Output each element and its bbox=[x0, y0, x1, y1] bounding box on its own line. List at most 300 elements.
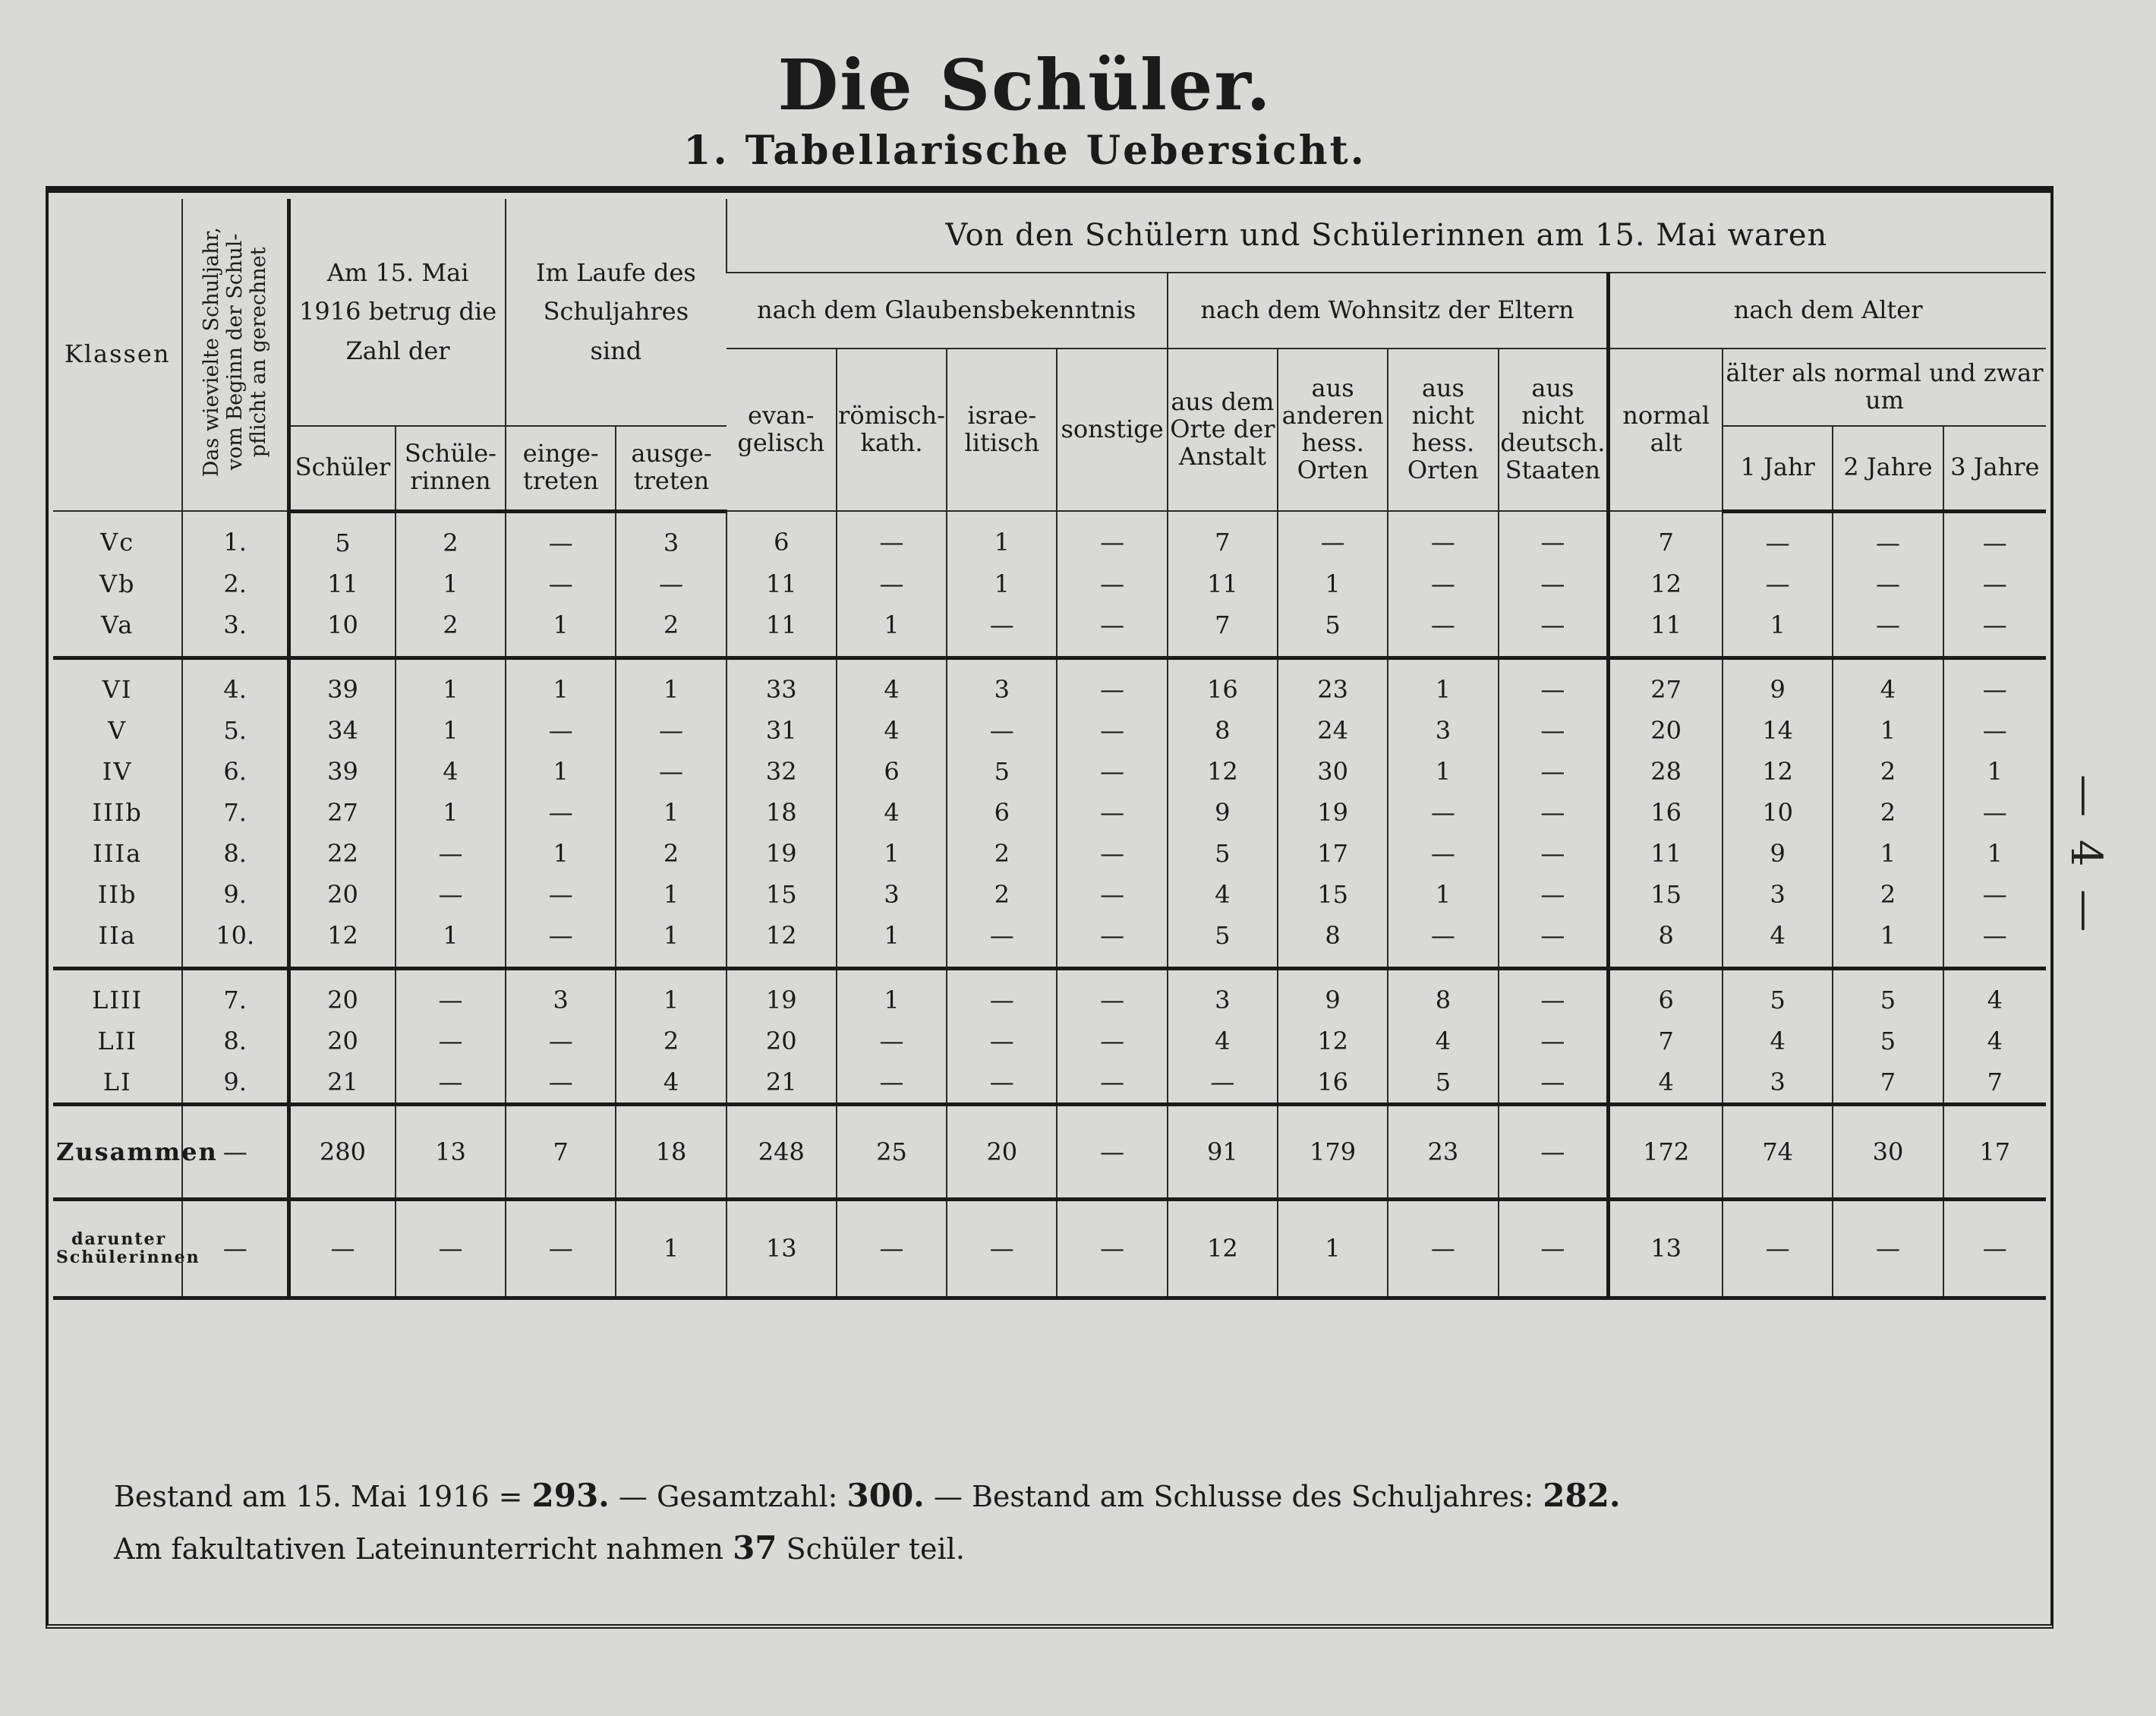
table-cell: 4 bbox=[1723, 915, 1833, 969]
col-evangelisch: evan-gelisch bbox=[727, 349, 837, 511]
table-cell: — bbox=[1388, 511, 1498, 563]
table-cell: — bbox=[1499, 1061, 1609, 1105]
col-jahr-2: 2 Jahre bbox=[1833, 426, 1943, 511]
table-cell: 19 bbox=[727, 833, 837, 874]
table-cell: 25 bbox=[837, 1104, 947, 1199]
table-cell: 1 bbox=[396, 658, 506, 710]
table-cell: 172 bbox=[1609, 1104, 1723, 1199]
table-cell: 1 bbox=[947, 563, 1057, 604]
table-row bbox=[53, 710, 2046, 751]
table-cell: — bbox=[1943, 710, 2046, 751]
table-cell: 12 bbox=[1723, 751, 1833, 792]
table-cell: 5 bbox=[289, 511, 396, 563]
table-cell: 1 bbox=[506, 658, 616, 710]
table-cell: 20 bbox=[1609, 710, 1723, 751]
table-cell: 8 bbox=[1168, 710, 1278, 751]
table-cell: — bbox=[616, 751, 726, 792]
table-cell: 2 bbox=[947, 833, 1057, 874]
table-cell: 1 bbox=[506, 604, 616, 658]
table-cell: — bbox=[1057, 1020, 1167, 1061]
table-cell: 33 bbox=[727, 658, 837, 710]
table-cell: 2 bbox=[1833, 751, 1943, 792]
table-cell: — bbox=[1499, 511, 1609, 563]
table-cell: 34 bbox=[289, 710, 396, 751]
table-row bbox=[53, 751, 2046, 792]
table-cell: 4 bbox=[396, 751, 506, 792]
table-cell: 23 bbox=[1388, 1104, 1498, 1199]
table-cell: — bbox=[947, 604, 1057, 658]
table-cell: 3 bbox=[506, 968, 616, 1020]
table-cell: 27 bbox=[1609, 658, 1723, 710]
col-aus-dem-orte: aus dem Orte der Anstalt bbox=[1168, 349, 1278, 511]
table-cell: 2 bbox=[947, 874, 1057, 915]
table-cell: — bbox=[1057, 1061, 1167, 1105]
row-klasse: Vc bbox=[100, 527, 135, 557]
table-cell: 4 bbox=[1168, 874, 1278, 915]
table-cell: 3 bbox=[616, 511, 726, 563]
table-cell: 3. bbox=[182, 604, 288, 658]
table-cell: 20 bbox=[289, 1020, 396, 1061]
table-cell: — bbox=[1388, 563, 1498, 604]
table-cell: 5 bbox=[1168, 833, 1278, 874]
col-schuljahr: Das wievielte Schuljahr, vom Beginn der Schul- pflicht an gerechnet bbox=[182, 199, 288, 511]
table-row bbox=[53, 792, 2046, 833]
row-klasse bbox=[53, 1199, 200, 1298]
table-cell: 8 bbox=[1609, 915, 1723, 969]
table-cell: 1 bbox=[1833, 915, 1943, 969]
table-row bbox=[53, 511, 2046, 563]
table-row bbox=[53, 833, 2046, 874]
col-group-glauben: nach dem Glaubensbekenntnis bbox=[727, 273, 1168, 349]
table-row bbox=[53, 658, 2046, 710]
gesamt-value: 300. bbox=[846, 1477, 925, 1514]
col-schueler: Schüler bbox=[289, 426, 396, 511]
table-cell: 1 bbox=[1388, 751, 1498, 792]
table-cell: 13 bbox=[727, 1199, 837, 1298]
col-roemisch: römisch-kath. bbox=[837, 349, 947, 511]
table-cell: 1 bbox=[616, 792, 726, 833]
row-klasse: LI bbox=[102, 1067, 132, 1096]
table-cell: 74 bbox=[1723, 1104, 1833, 1199]
table-cell: — bbox=[1833, 604, 1943, 658]
footer-line-1 bbox=[114, 1469, 1621, 1522]
table-cell: 10. bbox=[182, 915, 288, 969]
table-cell: — bbox=[1499, 751, 1609, 792]
table-cell: 10 bbox=[1723, 792, 1833, 833]
table-cell: 11 bbox=[289, 563, 396, 604]
table-cell: 5 bbox=[1278, 604, 1388, 658]
table-cell: 12 bbox=[1609, 563, 1723, 604]
table-cell: — bbox=[289, 1199, 396, 1298]
table-cell: 5 bbox=[1833, 968, 1943, 1020]
table-cell: — bbox=[1499, 792, 1609, 833]
table-cell: 24 bbox=[1278, 710, 1388, 751]
table-cell: 5 bbox=[1723, 968, 1833, 1020]
row-klasse: IIb bbox=[97, 879, 137, 909]
table-cell: — bbox=[1057, 604, 1167, 658]
table-cell: 8 bbox=[1388, 968, 1498, 1020]
table-cell: 4. bbox=[182, 658, 288, 710]
table-row bbox=[53, 915, 2046, 969]
table-cell: — bbox=[506, 511, 616, 563]
table-cell: 1 bbox=[837, 968, 947, 1020]
table-cell: 1 bbox=[396, 563, 506, 604]
table-cell: 1 bbox=[1833, 833, 1943, 874]
table-cell: — bbox=[1499, 833, 1609, 874]
table-cell: — bbox=[1723, 563, 1833, 604]
table-cell: — bbox=[1943, 874, 2046, 915]
table-cell: — bbox=[396, 1199, 506, 1298]
table-row bbox=[53, 1020, 2046, 1061]
table-cell: 1 bbox=[616, 874, 726, 915]
table-cell: — bbox=[506, 792, 616, 833]
table-cell: 21 bbox=[289, 1061, 396, 1105]
col-normal-alt: normal alt bbox=[1609, 349, 1723, 511]
table-cell: 5 bbox=[1833, 1020, 1943, 1061]
table-cell: — bbox=[1499, 874, 1609, 915]
table-cell: 2 bbox=[616, 604, 726, 658]
table-cell: — bbox=[1499, 1020, 1609, 1061]
table-row bbox=[53, 1061, 2046, 1105]
table-cell: 1 bbox=[837, 604, 947, 658]
table-cell: — bbox=[506, 1199, 616, 1298]
table-cell: 1 bbox=[616, 968, 726, 1020]
table-cell: — bbox=[506, 1020, 616, 1061]
table-cell: 1 bbox=[506, 751, 616, 792]
footer-line-2 bbox=[114, 1522, 1621, 1574]
table-cell: — bbox=[1943, 792, 2046, 833]
table-cell: — bbox=[506, 915, 616, 969]
table-cell: 18 bbox=[616, 1104, 726, 1199]
table-cell: — bbox=[1499, 710, 1609, 751]
table-cell: 1 bbox=[1388, 874, 1498, 915]
table-cell: 16 bbox=[1168, 658, 1278, 710]
table-cell: 4 bbox=[616, 1061, 726, 1105]
table-cell: — bbox=[947, 710, 1057, 751]
table-cell: 3 bbox=[1723, 874, 1833, 915]
table-cell: 9 bbox=[1723, 658, 1833, 710]
table-cell: 12 bbox=[1168, 751, 1278, 792]
col-group-alter: nach dem Alter bbox=[1609, 273, 2046, 349]
table-cell: — bbox=[1833, 511, 1943, 563]
table-cell: 13 bbox=[1609, 1199, 1723, 1298]
table-cell: 1 bbox=[616, 1199, 726, 1298]
table-cell: 31 bbox=[727, 710, 837, 751]
table-cell: 12 bbox=[727, 915, 837, 969]
table-cell: — bbox=[1499, 658, 1609, 710]
table-cell: — bbox=[616, 563, 726, 604]
table-cell: — bbox=[837, 563, 947, 604]
table-cell: 4 bbox=[1723, 1020, 1833, 1061]
table-cell: — bbox=[1278, 511, 1388, 563]
col-group-von-den-schuelern: Von den Schülern und Schülerinnen am 15. Mai waren bbox=[727, 199, 2046, 273]
table-cell: 8. bbox=[182, 833, 288, 874]
row-klasse: LIII bbox=[92, 985, 143, 1014]
table-row bbox=[53, 563, 2046, 604]
table-cell: 1 bbox=[947, 511, 1057, 563]
table-cell: 11 bbox=[727, 604, 837, 658]
table-cell: — bbox=[1057, 874, 1167, 915]
row-klasse: VI bbox=[102, 674, 133, 704]
table-cell: — bbox=[506, 563, 616, 604]
page-title: Die Schüler. bbox=[777, 44, 1272, 126]
table-cell: 1 bbox=[1278, 563, 1388, 604]
table-cell: — bbox=[947, 1061, 1057, 1105]
col-jahr-3: 3 Jahre bbox=[1943, 426, 2046, 511]
col-aus-nicht-deutsch: aus nicht deutsch. Staaten bbox=[1499, 349, 1609, 511]
table-cell: — bbox=[1723, 1199, 1833, 1298]
table-cell: — bbox=[1388, 833, 1498, 874]
table-cell: 28 bbox=[1609, 751, 1723, 792]
table-row bbox=[53, 1199, 2046, 1298]
row-klasse: Va bbox=[53, 604, 182, 658]
table-cell: 30 bbox=[1278, 751, 1388, 792]
col-aus-anderen: aus anderen hess. Orten bbox=[1278, 349, 1388, 511]
table-cell: — bbox=[1723, 511, 1833, 563]
table-cell: 2 bbox=[616, 1020, 726, 1061]
gesamt-label: — Gesamtzahl: bbox=[618, 1480, 838, 1513]
table-cell: 2 bbox=[396, 604, 506, 658]
col-schuelerinnen: Schüle-rinnen bbox=[396, 426, 506, 511]
table-cell: 10 bbox=[289, 604, 396, 658]
table-cell: 5 bbox=[1168, 915, 1278, 969]
table-cell: 8. bbox=[182, 1020, 288, 1061]
table-cell: — bbox=[837, 1020, 947, 1061]
table-cell: 12 bbox=[289, 915, 396, 969]
col-sonstige: sonstige bbox=[1057, 349, 1167, 511]
table-cell: 3 bbox=[837, 874, 947, 915]
table-cell: 15 bbox=[1609, 874, 1723, 915]
table-cell: 5. bbox=[182, 710, 288, 751]
table-cell: 6 bbox=[727, 511, 837, 563]
table-cell: 9 bbox=[1723, 833, 1833, 874]
table-cell: 22 bbox=[289, 833, 396, 874]
table-cell: 7 bbox=[1943, 1061, 2046, 1105]
schluss-label: — Bestand am Schlusse des Schuljahres: bbox=[933, 1480, 1534, 1513]
table-cell: — bbox=[1943, 915, 2046, 969]
table-cell: 91 bbox=[1168, 1104, 1278, 1199]
table-cell: — bbox=[182, 1199, 288, 1298]
row-klasse-label: darunter Schülerinnen bbox=[56, 1229, 200, 1267]
row-klasse: Zusammen bbox=[53, 1104, 182, 1199]
col-ausgetreten: ausge-treten bbox=[616, 426, 726, 511]
table-cell: 6 bbox=[837, 751, 947, 792]
row-klasse: Vb bbox=[99, 569, 136, 598]
footer-summary bbox=[114, 1469, 1621, 1575]
table-cell: 12 bbox=[1168, 1199, 1278, 1298]
table-cell: 11 bbox=[1609, 833, 1723, 874]
table-cell: 1 bbox=[1388, 658, 1498, 710]
table-cell: 9. bbox=[182, 874, 288, 915]
table-cell: — bbox=[1833, 563, 1943, 604]
table-cell: — bbox=[1057, 968, 1167, 1020]
table-row bbox=[53, 604, 2046, 658]
table-cell: — bbox=[837, 511, 947, 563]
table-cell: 7 bbox=[506, 1104, 616, 1199]
table-cell: — bbox=[1833, 1199, 1943, 1298]
schluss-value: 282. bbox=[1543, 1477, 1621, 1514]
table-cell: — bbox=[1388, 915, 1498, 969]
table-cell: — bbox=[837, 1199, 947, 1298]
latein-suffix: Schüler teil. bbox=[786, 1532, 965, 1566]
table-cell: 1 bbox=[506, 833, 616, 874]
row-klasse: LII bbox=[97, 1026, 137, 1055]
table-cell: 32 bbox=[727, 751, 837, 792]
table-cell: 7 bbox=[1168, 604, 1278, 658]
bestand-label: Bestand am 15. Mai 1916 = bbox=[114, 1480, 523, 1513]
table-cell: 1 bbox=[837, 833, 947, 874]
latein-value: 37 bbox=[733, 1529, 777, 1567]
table-cell: 1 bbox=[1833, 710, 1943, 751]
table-cell: — bbox=[1499, 1104, 1609, 1199]
table-cell: — bbox=[1499, 915, 1609, 969]
table-cell: — bbox=[1057, 1104, 1167, 1199]
table-cell: — bbox=[1943, 658, 2046, 710]
table-cell: 18 bbox=[727, 792, 837, 833]
table-cell: 2. bbox=[182, 563, 288, 604]
table-cell: 17 bbox=[1943, 1104, 2046, 1199]
table-cell: 6 bbox=[947, 792, 1057, 833]
table-cell: 1 bbox=[616, 658, 726, 710]
table-cell: 1 bbox=[837, 915, 947, 969]
table-cell: 17 bbox=[1278, 833, 1388, 874]
col-klassen: Klassen bbox=[53, 199, 182, 511]
table-cell: — bbox=[396, 1061, 506, 1105]
table-cell: 2 bbox=[616, 833, 726, 874]
table-cell: — bbox=[1388, 792, 1498, 833]
table-cell: 5 bbox=[947, 751, 1057, 792]
students-table bbox=[53, 199, 2046, 1300]
table-cell: 13 bbox=[396, 1104, 506, 1199]
table-cell: 11 bbox=[1609, 604, 1723, 658]
table-cell: 3 bbox=[1168, 968, 1278, 1020]
table-cell: 16 bbox=[1609, 792, 1723, 833]
table-cell: — bbox=[1943, 1199, 2046, 1298]
col-aus-nicht-hess: aus nicht hess. Orten bbox=[1388, 349, 1498, 511]
table-cell: 20 bbox=[289, 968, 396, 1020]
table-cell: 23 bbox=[1278, 658, 1388, 710]
row-klasse: V bbox=[108, 715, 128, 745]
table-cell: — bbox=[947, 915, 1057, 969]
table-cell: 7. bbox=[182, 792, 288, 833]
table-cell: 19 bbox=[1278, 792, 1388, 833]
table-cell: 20 bbox=[727, 1020, 837, 1061]
table-cell: — bbox=[1057, 563, 1167, 604]
table-cell: 4 bbox=[1943, 1020, 2046, 1061]
table-cell: 1 bbox=[1943, 751, 2046, 792]
table-cell: 248 bbox=[727, 1104, 837, 1199]
table-cell: — bbox=[1499, 604, 1609, 658]
table-cell: 2 bbox=[1833, 792, 1943, 833]
table-cell: — bbox=[1057, 792, 1167, 833]
table-cell: — bbox=[1388, 1199, 1498, 1298]
table-cell: 11 bbox=[1168, 563, 1278, 604]
table-cell: 1 bbox=[396, 915, 506, 969]
table-cell: 15 bbox=[1278, 874, 1388, 915]
table-cell: 4 bbox=[1388, 1020, 1498, 1061]
table-cell: — bbox=[506, 874, 616, 915]
table-row bbox=[53, 968, 2046, 1020]
table-cell: 3 bbox=[947, 658, 1057, 710]
table-cell: — bbox=[947, 1020, 1057, 1061]
table-row bbox=[53, 1104, 2046, 1199]
table-cell: 4 bbox=[837, 792, 947, 833]
table-cell: 9 bbox=[1168, 792, 1278, 833]
table-cell: — bbox=[1499, 968, 1609, 1020]
row-klasse: IIIa bbox=[93, 838, 143, 868]
row-klasse: IV bbox=[102, 756, 133, 786]
table-cell: 1 bbox=[396, 792, 506, 833]
table-cell: — bbox=[396, 1020, 506, 1061]
table-cell: 20 bbox=[947, 1104, 1057, 1199]
page-subtitle: 1. Tabellarische Uebersicht. bbox=[683, 128, 1366, 174]
table-cell: 7. bbox=[182, 968, 288, 1020]
table-cell: — bbox=[396, 968, 506, 1020]
table-cell: 280 bbox=[289, 1104, 396, 1199]
table-cell: 3 bbox=[1388, 710, 1498, 751]
table-cell: — bbox=[1057, 511, 1167, 563]
table-cell: 3 bbox=[1723, 1061, 1833, 1105]
col-group-wohnsitz: nach dem Wohnsitz der Eltern bbox=[1168, 273, 1609, 349]
bestand-value: 293. bbox=[531, 1477, 610, 1514]
table-cell: 1 bbox=[616, 915, 726, 969]
latein-label: Am fakultativen Lateinunterricht nahmen bbox=[114, 1532, 723, 1566]
table-cell: 27 bbox=[289, 792, 396, 833]
table-cell: 5 bbox=[1388, 1061, 1498, 1105]
table-cell: — bbox=[1388, 604, 1498, 658]
table-cell: — bbox=[1057, 833, 1167, 874]
table-cell: 7 bbox=[1833, 1061, 1943, 1105]
row-klasse: IIIb bbox=[92, 797, 143, 827]
table-cell: 9. bbox=[182, 1061, 288, 1105]
table-cell: — bbox=[1057, 710, 1167, 751]
table-cell: 1 bbox=[1723, 604, 1833, 658]
table-cell: 19 bbox=[727, 968, 837, 1020]
table-cell: — bbox=[1057, 658, 1167, 710]
table-cell: 8 bbox=[1278, 915, 1388, 969]
table-cell: 14 bbox=[1723, 710, 1833, 751]
table-cell: — bbox=[1057, 751, 1167, 792]
table-cell: — bbox=[1499, 1199, 1609, 1298]
table-cell: 2 bbox=[1833, 874, 1943, 915]
table-cell: 1 bbox=[396, 710, 506, 751]
table-cell: 7 bbox=[1609, 511, 1723, 563]
page-number: — 4 — bbox=[2061, 774, 2110, 937]
table-cell: 20 bbox=[289, 874, 396, 915]
table-cell: 1. bbox=[182, 511, 288, 563]
table-cell: 4 bbox=[1168, 1020, 1278, 1061]
table-cell: — bbox=[947, 1199, 1057, 1298]
table-cell: — bbox=[396, 833, 506, 874]
table-cell: 4 bbox=[837, 710, 947, 751]
table-cell: 12 bbox=[1278, 1020, 1388, 1061]
col-israelitisch: israe-litisch bbox=[947, 349, 1057, 511]
col-eingetreten: einge-treten bbox=[506, 426, 616, 511]
table-cell: 39 bbox=[289, 751, 396, 792]
table-cell: 179 bbox=[1278, 1104, 1388, 1199]
table-cell: 4 bbox=[1943, 968, 2046, 1020]
table-cell: — bbox=[1943, 511, 2046, 563]
table-cell: 4 bbox=[1833, 658, 1943, 710]
table-cell: 6. bbox=[182, 751, 288, 792]
table-cell: 16 bbox=[1278, 1061, 1388, 1105]
table-cell: — bbox=[837, 1061, 947, 1105]
table-cell: 39 bbox=[289, 658, 396, 710]
table-cell: 2 bbox=[396, 511, 506, 563]
table-cell: 4 bbox=[1609, 1061, 1723, 1105]
table-cell: — bbox=[1057, 915, 1167, 969]
table-cell: 4 bbox=[837, 658, 947, 710]
